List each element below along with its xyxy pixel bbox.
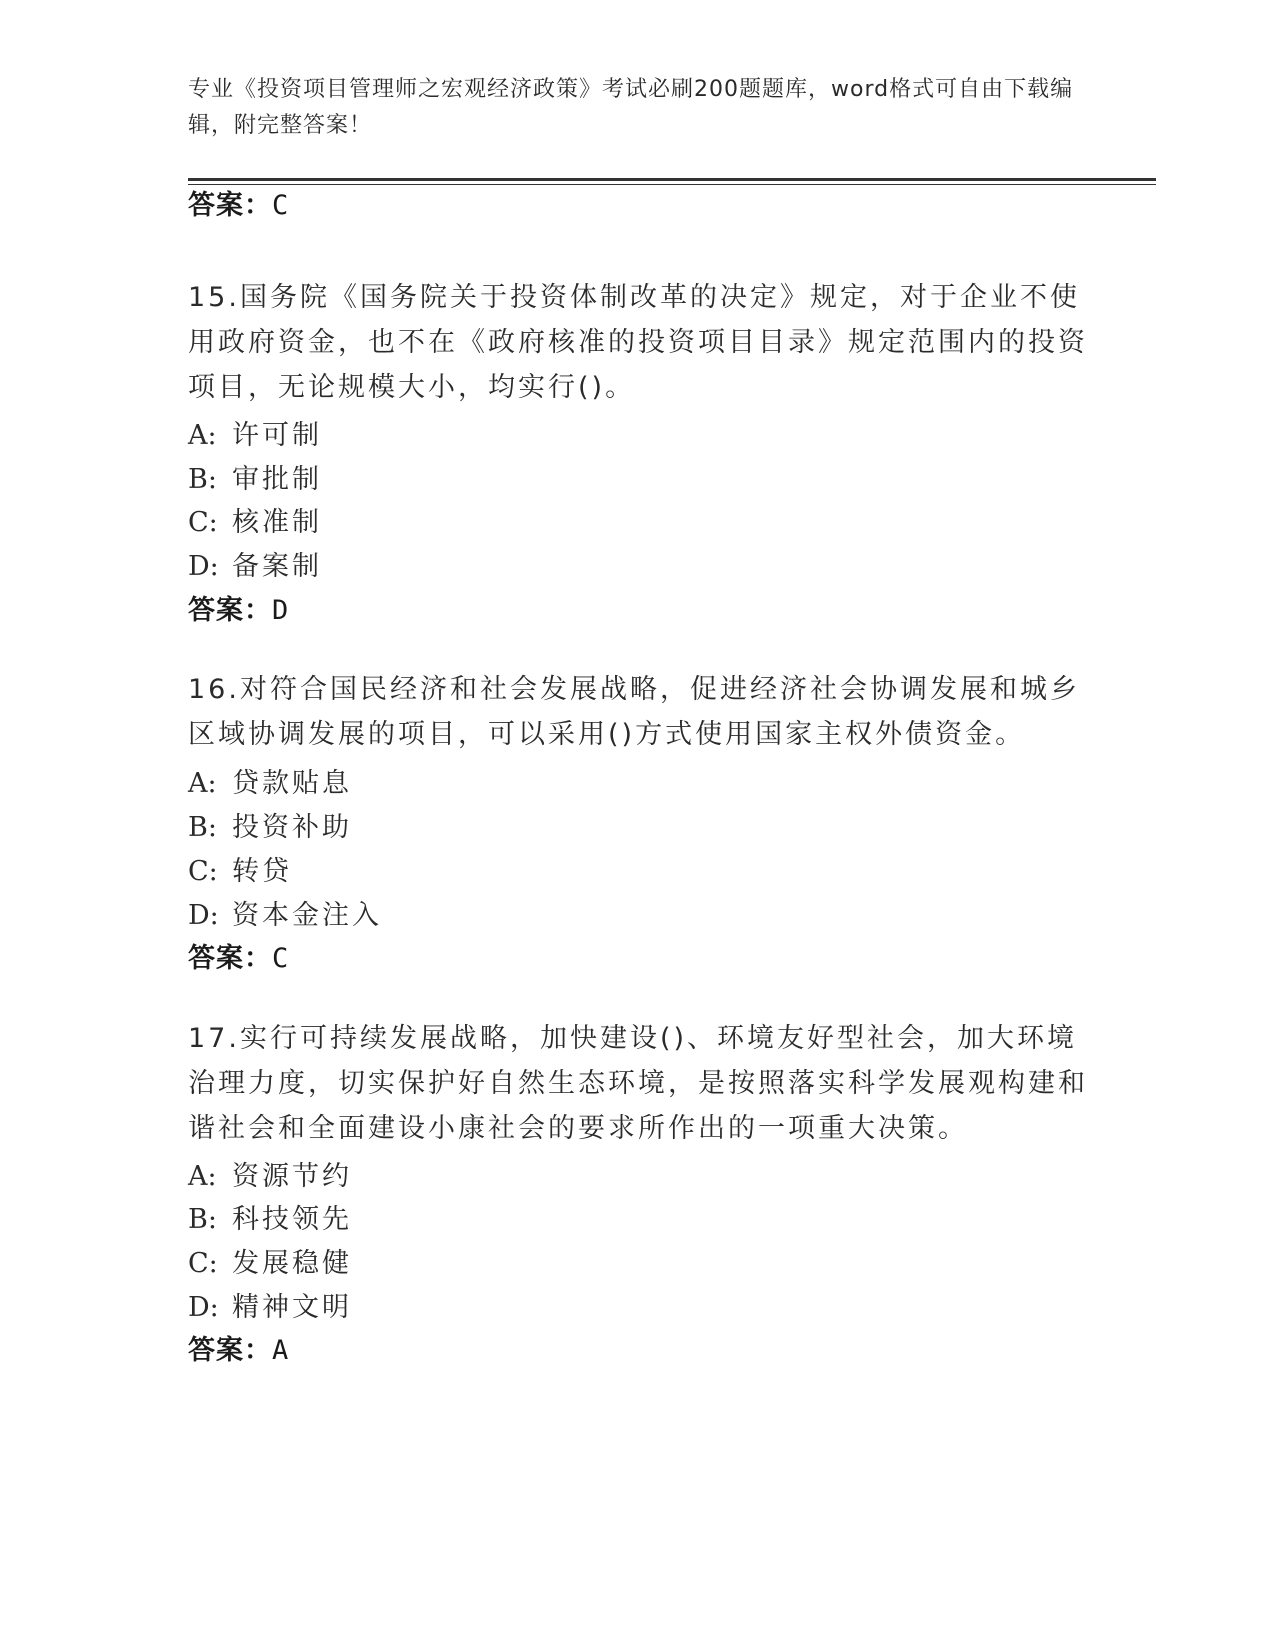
option-text: 精神文明 bbox=[232, 1292, 352, 1323]
option-text: 核准制 bbox=[232, 507, 322, 538]
option-letter: A: bbox=[188, 768, 217, 799]
option-letter: B: bbox=[188, 812, 217, 843]
option-text: 投资补助 bbox=[232, 812, 352, 843]
option-text: 科技领先 bbox=[232, 1204, 352, 1235]
question-15-answer bbox=[188, 591, 289, 631]
option-text: 发展稳健 bbox=[232, 1248, 352, 1279]
option-text: 资本金注入 bbox=[232, 900, 382, 931]
question-16-option-a bbox=[188, 764, 352, 804]
question-16: 16.对符合国民经济和社会发展战略，促进经济社会协调发展和城乡区域协调发展的项目，可以采用()方式使用国家主权外债资金。 bbox=[188, 674, 1080, 750]
answer-line-prev bbox=[188, 186, 289, 226]
option-letter: C: bbox=[188, 856, 218, 887]
question-16-option-b bbox=[188, 808, 352, 848]
question-16-option-c bbox=[188, 852, 292, 892]
document-header: 专业《投资项目管理师之宏观经济政策》考试必刷200题题库，word格式可自由下载编辑，附完整答案！ bbox=[188, 77, 1074, 138]
question-17-option-c bbox=[188, 1244, 352, 1284]
option-letter: C: bbox=[188, 507, 218, 538]
option-text: 贷款贴息 bbox=[232, 768, 352, 799]
option-text: 许可制 bbox=[232, 420, 322, 451]
option-text: 资源节约 bbox=[232, 1161, 352, 1192]
option-letter: A: bbox=[188, 420, 217, 451]
answer-value: A bbox=[272, 1335, 290, 1366]
question-15-option-d bbox=[188, 547, 322, 587]
answer-label: 答案： bbox=[188, 943, 272, 974]
answer-value: C bbox=[272, 943, 290, 974]
answer-label: 答案： bbox=[188, 595, 272, 626]
option-text: 备案制 bbox=[232, 551, 322, 582]
question-17-option-d bbox=[188, 1288, 352, 1328]
option-letter: D: bbox=[188, 1292, 219, 1323]
question-16-option-d bbox=[188, 896, 382, 936]
option-letter: B: bbox=[188, 1204, 217, 1235]
answer-label: 答案： bbox=[188, 1335, 272, 1366]
question-17-option-b bbox=[188, 1200, 352, 1240]
option-text: 转贷 bbox=[232, 856, 292, 887]
question-15-option-b bbox=[188, 460, 322, 500]
answer-value: D bbox=[272, 595, 290, 626]
question-15: 15.国务院《国务院关于投资体制改革的决定》规定，对于企业不使用政府资金，也不在《政府核准的投资项目目录》规定范围内的投资项目，无论规模大小，均实行()。 bbox=[188, 282, 1088, 403]
question-15-option-c bbox=[188, 503, 322, 543]
option-text: 审批制 bbox=[232, 464, 322, 495]
answer-value: C bbox=[272, 190, 290, 221]
header-rule-thin bbox=[188, 184, 1156, 185]
header-rule-thick bbox=[188, 178, 1156, 181]
question-17: 17.实行可持续发展战略，加快建设()、环境友好型社会，加大环境治理力度，切实保护好自然生态环境，是按照落实科学发展观构建和谐社会和全面建设小康社会的要求所作出的一项重大决策。 bbox=[188, 1023, 1088, 1144]
option-letter: A: bbox=[188, 1161, 217, 1192]
option-letter: B: bbox=[188, 464, 217, 495]
question-17-answer bbox=[188, 1331, 289, 1371]
option-letter: D: bbox=[188, 900, 219, 931]
option-letter: C: bbox=[188, 1248, 218, 1279]
question-16-answer bbox=[188, 939, 289, 979]
question-17-option-a bbox=[188, 1157, 352, 1197]
question-15-option-a bbox=[188, 416, 322, 456]
option-letter: D: bbox=[188, 551, 219, 582]
answer-label: 答案： bbox=[188, 190, 272, 221]
